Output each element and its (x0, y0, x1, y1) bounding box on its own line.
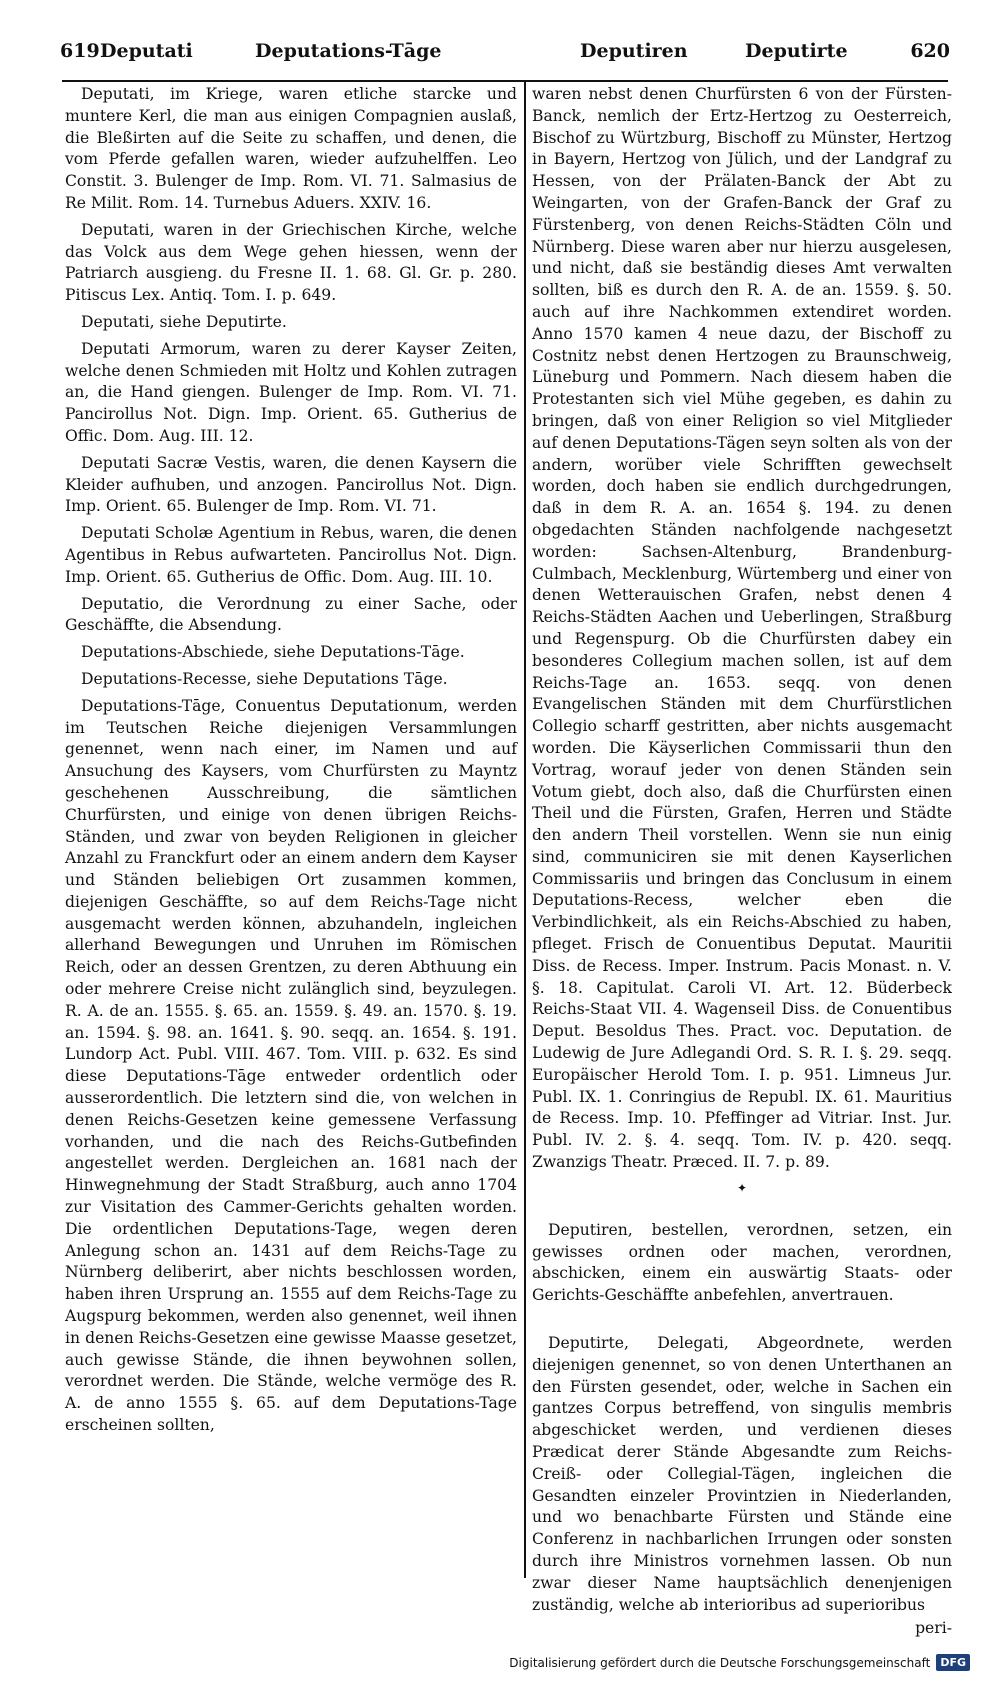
right-running-head: Deputiren (580, 40, 688, 62)
entry-deputati-im-kriege: Deputati, im Kriege, waren etliche starcke und muntere Kerl, die man aus einigen Compagnien auslaß, die Bleßirten auf die Seite zu schaffen, und denen, die vom Pferde gefallen waren, wieder aufzuhelffen. Leo Constit. 3. Bulenger de Imp. Rom. VI. 71. Salmasius de Re Milit. Rom. 14. Turnebus Aduers. XXIV. 16. (65, 85, 517, 212)
right-page-number: 620 (910, 40, 950, 62)
entry-deputations-recesse: Deputations-Recesse, siehe Deputations Tāge. (81, 669, 448, 688)
entry-deputati-siehe: Deputati, siehe Deputirte. (81, 312, 287, 331)
section-ornament: ✦ (736, 1180, 748, 1195)
entry-deputiren: Deputiren, bestellen, verordnen, setzen, ein gewisses ordnen oder machen, verordnen, abschicken, einem ein auswärtig Staats- oder Gerichts-Geschäffte anbefehlen, anvertrauen. (532, 1220, 952, 1305)
entry-deputations-abschiede: Deputations-Abschiede, siehe Deputations-Tāge. (81, 643, 465, 662)
left-running-head: Deputati (100, 40, 193, 62)
right-column (532, 84, 952, 1645)
catchword: peri- (915, 1619, 952, 1638)
entry-deputations-tage: Deputations-Tāge, Conuentus Deputationum, werden im Teutschen Reiche diejenigen Versammlungen genennet, wenn nach einer, im Namen und auf Ansuchung des Kaysers, vom Churfürsten zu Mayntz geschehenen Ausschreibung, die sämtlichen Churfürsten, und einige von denen übrigen Reichs-Ständen, und zwar von beyden Religionen in gleicher Anzahl zu Franckfurt oder an einem andern dem Kayser und Ständen beliebigen Ort zusammen kommen, diejenigen Geschäffte, so auf dem Reichs-Tage nicht ausgemacht werden können, abzuhandeln, ingleichen allerhand Bewegungen und Unruhen im Römischen Reich, oder an dessen Grentzen, zu deren Abthuung ein oder mehrere Creise nicht zulänglich sind, beyzulegen. R. A. de an. 1555. §. 65. an. 1559. §. 49. an. 1570. §. 19. an. 1594. §. 98. an. 1641. §. 90. seqq. an. 1654. §. 191. Lundorp Act. Publ. VIII. 467. Tom. VIII. p. 632. Es sind diese Deputations-Tāge entweder ordentlich oder ausserordentlich. Die letztern sind die, von welchen in denen Reichs-Gesetzen keine gemessene Verfassung vorhanden, und die nach des Reichs-Gutbefinden angestellet werden. Dergleichen an. 1681 nach der Hinwegnehmung der Stadt Straßburg, auch anno 1704 zur Visitation des Cammer-Gerichts gehalten worden. Die ordentlichen Deputations-Tage, wegen deren Anlegung schon an. 1431 auf dem Reichs-Tage zu Nürnberg deliberirt, aber nichts beschlossen worden, haben ihren Ursprung an. 1555 auf dem Reichs-Tage zu Augspurg bekommen, werden also genennet, weil ihnen in denen Reichs-Gesetzen eine gewisse Maasse gesetzet, auch gewisse Stände, die ihnen beywohnen sollen, verordnet werden. Die Stände, welche vermöge des R. A. de anno 1555 §. 65. auf dem Deputations-Tage erscheinen sollten, (65, 696, 517, 1435)
entry-deputati-sacrae-vestis: Deputati Sacræ Vestis, waren, die denen Kaysern die Kleider aufhuben, und anzogen. Pancirollus Not. Dign. Imp. Orient. 65. Bulenger de Imp. Rom. VI. 71. (65, 453, 517, 516)
left-center-head: Deputations-Tāge (255, 40, 442, 62)
dfg-logo: DFG (936, 1654, 970, 1671)
footer-credit: Digitalisierung gefördert durch die Deutsche Forschungsgemeinschaft (509, 1655, 931, 1670)
left-page-number: 619 (60, 40, 100, 62)
entry-deputati-scholae: Deputati Scholæ Agentium in Rebus, waren, die denen Agentibus in Rebus aufwarteten. Pancirollus Not. Dign. Imp. Orient. 65. Gutherius de Offic. Dom. Aug. III. 10. (65, 524, 517, 586)
left-column (65, 84, 517, 1442)
page-header (60, 40, 950, 80)
entry-deputati-griechische-kirche: Deputati, waren in der Griechischen Kirche, welche das Volck aus dem Wege gehen hiessen, wenn der Patriarch ausgieng. du Fresne II. 1. 68. Gl. Gr. p. 280. Pitiscus Lex. Antiq. Tom. I. p. 649. (65, 220, 517, 305)
digitization-footer (509, 1654, 970, 1671)
header-rule (62, 80, 948, 82)
entry-deputati-armorum: Deputati Armorum, waren zu derer Kayser Zeiten, welche denen Schmieden mit Holtz und Kohlen zutragen an, die Hand giengen. Bulenger de Imp. Rom. VI. 71. Pancirollus Not. Dign. Imp. Orient. 65. Gutherius de Offic. Dom. Aug. III. 12. (65, 339, 517, 445)
column-divider (524, 82, 526, 1578)
right-center-head: Deputirte (745, 40, 848, 62)
entry-deputirte: Deputirte, Delegati, Abgeordnete, werden diejenigen genennet, so von denen Unterthanen an den Fürsten gesendet, oder, welche in Sachen ein gantzes Corpus betreffend, von singulis membris abgeschicket werden, und verdienen dieses Prædicat derer Stände Abgesandte zum Reichs-Creiß- oder Collegial-Tägen, ingleichen die Gesandten einzeler Provintzien in Niederlanden, und wo benachbarte Fürsten und Stände eine Conferenz in nachbarlichen Irrungen oder sonsten durch ihre Ministros vornehmen lassen. Ob nun zwar dieser Name hauptsächlich denenjenigen zuständig, welche ab interioribus ad superioribus (532, 1334, 952, 1614)
entry-deputations-tage-continued: waren nebst denen Churfürsten 6 von der Fürsten-Banck, nemlich der Ertz-Hertzog zu Oesterreich, Bischof zu Würtzburg, Bischoff zu Münster, Hertzog in Bayern, Hertzog von Jülich, und der Landgraf zu Hessen, von der Prälaten-Banck der Abt zu Weingarten, von der Grafen-Banck der Graf zu Fürstenberg, von denen Reichs-Städten Cöln und Nürnberg. Diese waren aber nur hierzu ausgelesen, und nicht, daß sie beständig dieses Amt verwalten sollten, biß es durch den R. A. de an. 1559. §. 50. auch auf ihre Nachkommen extendiret worden. Anno 1570 kamen 4 neue dazu, der Bischoff zu Costnitz nebst denen Hertzogen zu Braunschweig, Lüneburg und Pommern. Nach diesem haben die Protestanten sich viel Mühe gegeben, es dahin zu bringen, daß von einer Religion so viel Mitglieder auf denen Deputations-Tägen seyn solten als von der andern, worüber viele Schrifften gewechselt worden, doch haben sie endlich durchgedrungen, daß in dem R. A. an. 1654 §. 194. zu denen obgedachten Ständen nachfolgende nachgesetzt worden: Sachsen-Altenburg, Brandenburg-Culmbach, Mecklenburg, Würtemberg und einer von denen Wetterauischen Grafen, nebst denen 4 Reichs-Städten Aachen und Ueberlingen, Straßburg und Regenspurg. Ob die Churfürsten dabey ein besonderes Collegium machen sollen, ist auf dem Reichs-Tage an. 1653. seqq. von denen Evangelischen Ständen mit dem Churfürstlichen Collegio scharff gestritten, aber nichts ausgemacht worden. Die Käyserlichen Commissarii thun den Vortrag, worauf jeder von denen Ständen sein Votum giebt, doch also, daß die Churfürsten einen Theil und die Fürsten, Grafen, Herren und Städte den andern Theil vorstellen. Wenn sie nun einig sind, communiciren sie mit denen Kayserlichen Commissariis und bringen das Conclusum in einem Deputations-Recess, welcher eben die Verbindlichkeit, als ein Reichs-Abschied zu haben, pfleget. Frisch de Conuentibus Deputat. Mauritii Diss. de Recess. Imper. Instrum. Pacis Monast. n. V. §. 18. Capitulat. Caroli VI. Art. 12. Büderbeck Reichs-Staat VII. 4. Wagenseil Diss. de Conuentibus Deput. Besoldus Thes. Pract. voc. Deputation. de Ludewig de Jure Adlegandi Ord. S. R. I. §. 29. seqq. Europäischer Herold Tom. I. p. 951. Limneus Jur. Publ. IX. 1. Conringius de Republ. IX. 61. Mauritius de Recess. Imp. 10. Pfeffinger ad Vitriar. Inst. Jur. Publ. IV. 2. §. 4. seqq. Tom. IV. p. 420. seqq. Zwanzigs Theatr. Præced. II. 7. p. 89. (532, 85, 952, 1172)
entry-deputatio: Deputatio, die Verordnung zu einer Sache, oder Geschäffte, die Absendung. (65, 594, 517, 635)
